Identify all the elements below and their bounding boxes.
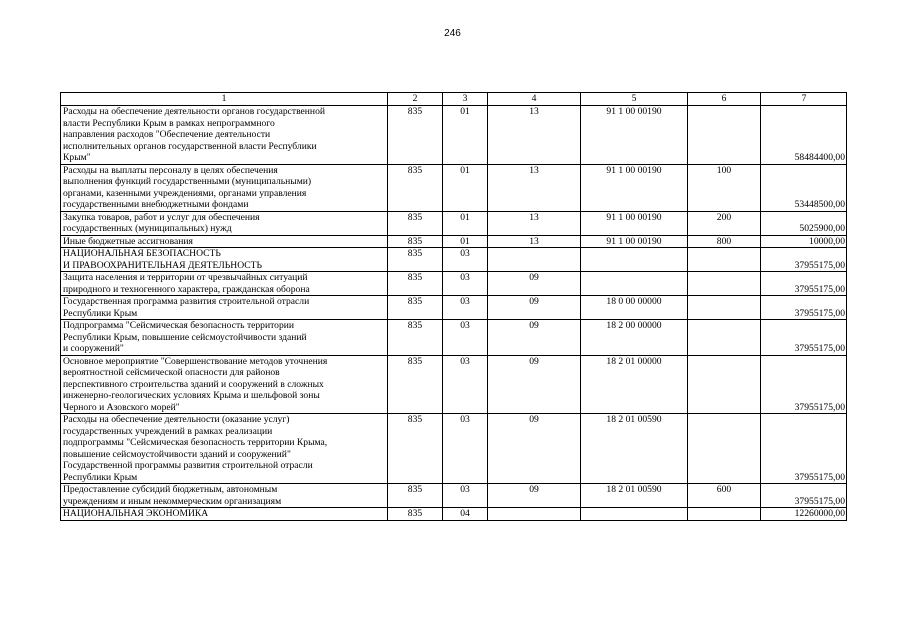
description-line: Расходы на обеспечение деятельности органов государственной — [63, 106, 326, 117]
row-description — [61, 355, 388, 414]
description-line: власти Республики Крым в рамках непрограммного — [63, 117, 275, 129]
subsection-code: 09 — [488, 296, 581, 320]
description-line: учреждениям и иным некоммерческим организациям — [63, 495, 282, 507]
table-row — [61, 235, 847, 248]
header-col-5: 5 — [581, 93, 688, 106]
description-line: государственных (муниципальных) нужд — [63, 223, 232, 234]
amount: 37955175,00 — [761, 296, 847, 320]
header-row — [61, 93, 847, 106]
row-description — [61, 248, 388, 272]
amount: 37955175,00 — [761, 414, 847, 484]
section-code: 01 — [443, 211, 488, 235]
section-code: 01 — [443, 235, 488, 248]
expense-type-code — [688, 320, 761, 356]
expense-type-code — [688, 508, 761, 521]
subsection-code: 13 — [488, 235, 581, 248]
amount: 37955175,00 — [761, 272, 847, 296]
description-line: Государственной программы развития строительной отрасли — [63, 460, 313, 471]
description-line: НАЦИОНАЛЬНАЯ БЕЗОПАСНОСТЬ — [63, 248, 221, 259]
description-line: направления расходов "Обеспечение деятельности — [63, 129, 271, 140]
description-line: перспективного строительства зданий и сооружений в сложных — [63, 378, 324, 390]
table-row — [61, 272, 847, 296]
subsection-code: 09 — [488, 484, 581, 508]
ministry-code: 835 — [388, 508, 443, 521]
target-article-code: 18 2 00 00000 — [581, 320, 688, 356]
expense-type-code — [688, 272, 761, 296]
table-row — [61, 508, 847, 521]
section-code: 03 — [443, 272, 488, 296]
section-code: 01 — [443, 164, 488, 211]
expense-type-code — [688, 355, 761, 414]
description-line: НАЦИОНАЛЬНАЯ ЭКОНОМИКА — [63, 508, 209, 519]
row-description — [61, 484, 388, 508]
target-article-code — [581, 248, 688, 272]
subsection-code — [488, 248, 581, 272]
header-col-2: 2 — [388, 93, 443, 106]
table-row — [61, 355, 847, 414]
expense-type-code: 100 — [688, 164, 761, 211]
description-line: Государственная программа развития строительной отрасли — [63, 296, 310, 307]
target-article-code — [581, 508, 688, 521]
description-line: Республики Крым, повышение сейсмоустойчивости зданий — [63, 331, 307, 343]
row-description — [61, 272, 388, 296]
row-description — [61, 296, 388, 320]
section-code: 03 — [443, 248, 488, 272]
header-col-3: 3 — [443, 93, 488, 106]
ministry-code: 835 — [388, 211, 443, 235]
target-article-code: 91 1 00 00190 — [581, 164, 688, 211]
section-code: 03 — [443, 320, 488, 356]
table-row — [61, 106, 847, 165]
ministry-code: 835 — [388, 164, 443, 211]
description-line: Расходы на выплаты персоналу в целях обеспечения — [63, 164, 278, 176]
description-line: государственными внебюджетными фондами — [63, 199, 249, 210]
amount: 37955175,00 — [761, 355, 847, 414]
ministry-code: 835 — [388, 106, 443, 165]
ministry-code: 835 — [388, 320, 443, 356]
target-article-code: 91 1 00 00190 — [581, 235, 688, 248]
subsection-code: 09 — [488, 272, 581, 296]
row-description — [61, 320, 388, 356]
expense-type-code — [688, 414, 761, 484]
description-line: Республики Крым — [63, 307, 138, 319]
section-code: 01 — [443, 106, 488, 165]
section-code: 03 — [443, 414, 488, 484]
section-code: 03 — [443, 484, 488, 508]
table-row — [61, 320, 847, 356]
target-article-code: 18 2 01 00590 — [581, 484, 688, 508]
expense-type-code — [688, 296, 761, 320]
description-line: повышение сейсмоустойчивости зданий и сооружений" — [63, 448, 291, 460]
table-row — [61, 296, 847, 320]
target-article-code — [581, 272, 688, 296]
description-line: вероятностной сейсмической опасности для районов — [63, 367, 280, 378]
section-code: 03 — [443, 296, 488, 320]
header-col-4: 4 — [488, 93, 581, 106]
description-line: Крым" — [63, 152, 91, 163]
ministry-code: 835 — [388, 484, 443, 508]
description-line: Защита населения и территории от чрезвычайных ситуаций — [63, 272, 308, 283]
subsection-code: 13 — [488, 164, 581, 211]
table-row — [61, 248, 847, 272]
ministry-code: 835 — [388, 235, 443, 248]
description-line: Республики Крым — [63, 471, 138, 483]
description-line: государственных учреждений в рамках реализации — [63, 425, 273, 437]
target-article-code: 91 1 00 00190 — [581, 106, 688, 165]
row-description — [61, 235, 388, 248]
target-article-code: 18 0 00 00000 — [581, 296, 688, 320]
target-article-code: 91 1 00 00190 — [581, 211, 688, 235]
amount: 53448500,00 — [761, 164, 847, 211]
description-line: Черного и Азовского морей" — [63, 401, 180, 413]
description-line: органами, казенными учреждениями, органами управления — [63, 187, 307, 199]
subsection-code: 13 — [488, 211, 581, 235]
description-line: Расходы на обеспечение деятельности (оказание услуг) — [63, 414, 290, 425]
description-line: Основное мероприятие "Совершенствование методов уточнения — [63, 355, 328, 367]
description-line: Закупка товаров, работ и услуг для обеспечения — [63, 211, 260, 223]
subsection-code — [488, 508, 581, 521]
amount: 5025900,00 — [761, 211, 847, 235]
row-description — [61, 211, 388, 235]
subsection-code: 09 — [488, 320, 581, 356]
ministry-code: 835 — [388, 414, 443, 484]
description-line: исполнительных органов государственной власти Республики — [63, 140, 317, 152]
table-row — [61, 484, 847, 508]
description-line: Подпрограмма "Сейсмическая безопасность территории — [63, 320, 295, 331]
subsection-code: 13 — [488, 106, 581, 165]
row-description — [61, 508, 388, 521]
header-col-7: 7 — [761, 93, 847, 106]
expense-type-code — [688, 106, 761, 165]
amount: 12260000,00 — [761, 508, 847, 521]
amount: 37955175,00 — [761, 248, 847, 272]
description-line: И ПРАВООХРАНИТЕЛЬНАЯ ДЕЯТЕЛЬНОСТЬ — [63, 259, 263, 271]
row-description — [61, 106, 388, 165]
amount: 37955175,00 — [761, 484, 847, 508]
subsection-code: 09 — [488, 414, 581, 484]
table-row — [61, 414, 847, 484]
description-line: выполнения функций государственными (муниципальными) — [63, 176, 312, 187]
row-description — [61, 414, 388, 484]
ministry-code: 835 — [388, 355, 443, 414]
description-line: подпрограммы "Сейсмическая безопасность территории Крыма, — [63, 437, 328, 448]
budget-table — [60, 92, 847, 521]
header-col-6: 6 — [688, 93, 761, 106]
description-line: и сооружений" — [63, 343, 124, 354]
description-line: Иные бюджетные ассигнования — [63, 235, 193, 247]
description-line: инженерно-геологических условиях Крыма и шельфовой зоны — [63, 390, 320, 401]
amount: 58484400,00 — [761, 106, 847, 165]
ministry-code: 835 — [388, 272, 443, 296]
description-line: природного и техногенного характера, гражданская оборона — [63, 283, 310, 295]
section-code: 04 — [443, 508, 488, 521]
ministry-code: 835 — [388, 296, 443, 320]
section-code: 03 — [443, 355, 488, 414]
expense-type-code: 800 — [688, 235, 761, 248]
page-number: 246 — [444, 28, 461, 39]
target-article-code: 18 2 01 00590 — [581, 414, 688, 484]
table-row — [61, 211, 847, 235]
ministry-code: 835 — [388, 248, 443, 272]
subsection-code: 09 — [488, 355, 581, 414]
table-row — [61, 164, 847, 211]
expense-type-code — [688, 248, 761, 272]
expense-type-code: 600 — [688, 484, 761, 508]
header-col-1: 1 — [61, 93, 388, 106]
row-description — [61, 164, 388, 211]
description-line: Предоставление субсидий бюджетным, автономным — [63, 484, 278, 495]
expense-type-code: 200 — [688, 211, 761, 235]
target-article-code: 18 2 01 00000 — [581, 355, 688, 414]
amount: 10000,00 — [761, 235, 847, 248]
table-body — [61, 93, 847, 521]
amount: 37955175,00 — [761, 320, 847, 356]
